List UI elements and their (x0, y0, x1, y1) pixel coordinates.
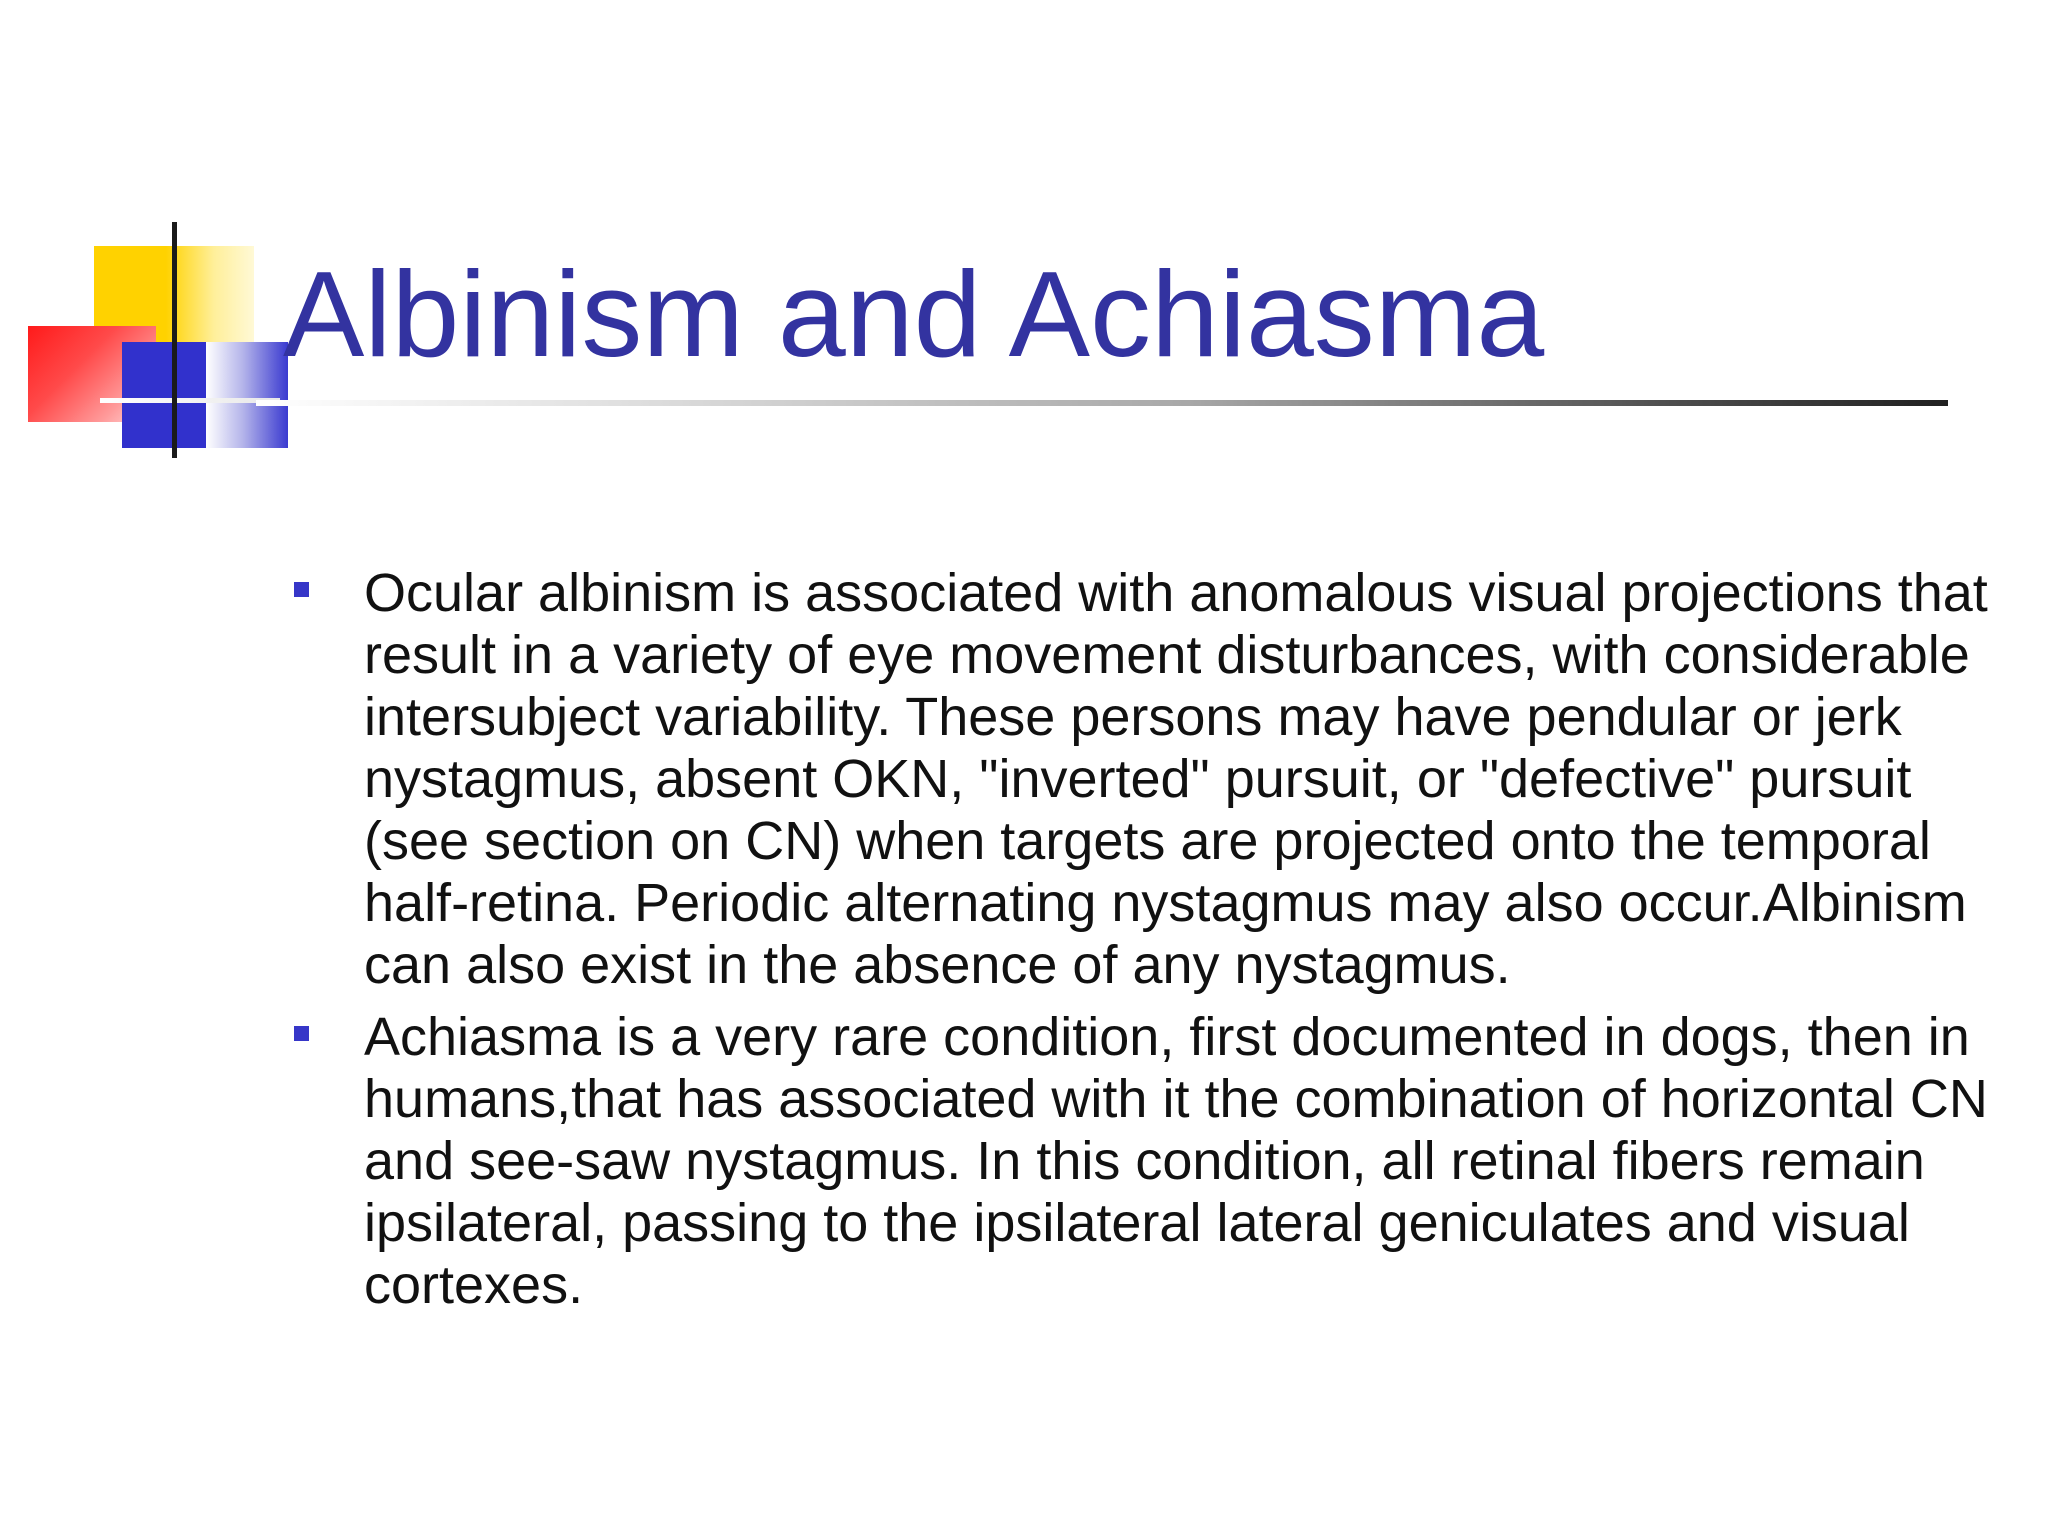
blue-square-decoration (122, 342, 206, 448)
bullet-text: Ocular albinism is associated with anomalous visual projections that result in a variety of eye movement disturbances, with considerable intersubject variability. These persons may have pendular or jerk nystagmus, absent OKN, "inverted" pursuit, or "defective" pursuit (see section on CN) when targets are projected onto the temporal half-retina. Periodic alternating nystagmus may also occur.Albinism can also exist in the absence of any nystagmus. (364, 563, 1988, 995)
square-bullet-icon (294, 1026, 309, 1041)
bullet-item-albinism (288, 562, 1988, 996)
title-underline-rule (256, 400, 1948, 406)
blue-gradient-square-decoration (206, 342, 288, 448)
slide-title: Albinism and Achiasma (283, 246, 1545, 382)
bullet-list (288, 562, 1988, 1326)
bullet-text: Achiasma is a very rare condition, first documented in dogs, then in humans,that has associated with it the combination of horizontal CN and see-saw nystagmus. In this condition, all retinal fibers remain ipsilateral, passing to the ipsilateral lateral geniculates and visual cortexes. (364, 1007, 1988, 1315)
square-bullet-icon (294, 582, 309, 597)
bullet-item-achiasma (288, 1006, 1988, 1316)
decorative-vertical-line (172, 222, 177, 458)
decorative-horizontal-line (100, 398, 280, 403)
